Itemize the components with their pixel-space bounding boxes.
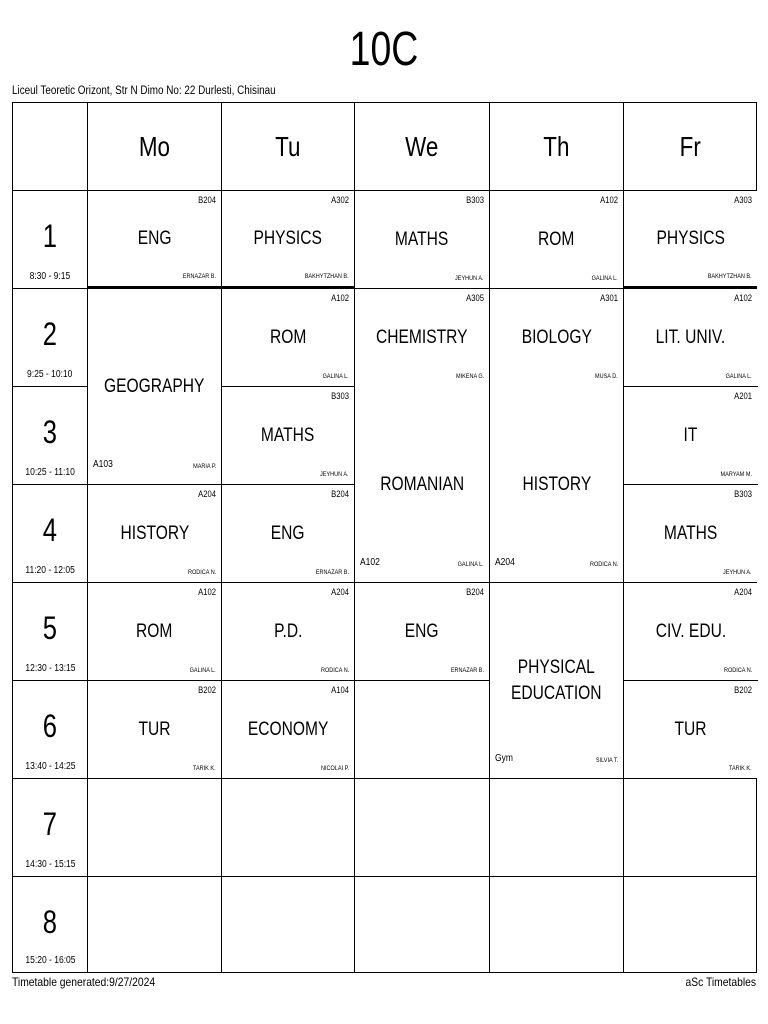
lesson-tu-4[interactable]: B204 ENG ERNAZAR B. — [222, 485, 354, 582]
period-3: 3 10:25 - 11:10 — [25, 414, 75, 478]
school-address: Liceul Teoretic Orizont, Str N Dimo No: 22 Durlesti, Chisinau — [12, 85, 276, 97]
lesson-th-3[interactable]: HISTORY A204 RODICA N. — [490, 387, 623, 582]
lesson-fr-1[interactable]: A303 PHYSICS BAKHYTZHAN B. — [624, 191, 757, 288]
lesson-tu-6[interactable]: A104 ECONOMY NICOLAI P. — [222, 681, 354, 778]
lesson-fr-5[interactable]: A204 CIV. EDU. RODICA N. — [624, 583, 757, 680]
lesson-th-1[interactable]: A102 ROM GALINA L. — [490, 191, 623, 288]
lesson-fr-2[interactable]: A102 LIT. UNIV. GALINA L. — [624, 289, 757, 386]
day-header-mo: Mo — [138, 130, 170, 162]
lesson-we-3[interactable]: ROMANIAN A102 GALINA L. — [355, 387, 489, 582]
lesson-mo-4[interactable]: A204 HISTORY RODICA N. — [88, 485, 221, 582]
day-header-fr: Fr — [679, 130, 702, 162]
lesson-fr-6[interactable]: B202 TUR TARIK K. — [624, 681, 757, 778]
lesson-tu-1[interactable]: A302 PHYSICS BAKHYTZHAN B. — [222, 191, 354, 288]
period-4: 4 11:20 - 12:05 — [25, 512, 75, 576]
lesson-tu-3[interactable]: B303 MATHS JEYHUN A. — [222, 387, 354, 484]
period-2: 2 9:25 - 10:10 — [27, 316, 73, 380]
lesson-fr-4[interactable]: B303 MATHS JEYHUN A. — [624, 485, 757, 582]
lesson-mo-1[interactable]: B204 ENG ERNAZAR B. — [88, 191, 221, 288]
period-6: 6 13:40 - 14:25 — [24, 708, 76, 772]
lesson-fr-3[interactable]: A201 IT MARYAM M. — [624, 387, 757, 484]
lesson-mo-2[interactable]: GEOGRAPHY A103 MARIA P. — [88, 289, 221, 484]
period-8: 8 15:20 - 16:05 — [24, 904, 76, 966]
lesson-th-5[interactable]: PHYSICAL EDUCATION Gym SILVIA T. — [490, 583, 623, 778]
day-header-we: We — [404, 130, 439, 162]
lesson-th-2[interactable]: A301 BIOLOGY MUSA D. — [490, 289, 623, 386]
period-1: 1 8:30 - 9:15 — [29, 218, 71, 282]
class-title: 10C — [349, 23, 419, 76]
lesson-we-1[interactable]: B303 MATHS JEYHUN A. — [355, 191, 489, 288]
grid-line — [13, 876, 756, 877]
lesson-mo-5[interactable]: A102 ROM GALINA L. — [88, 583, 221, 680]
timetable-grid — [12, 102, 757, 973]
grid-line — [354, 680, 489, 681]
lesson-tu-2[interactable]: A102 ROM GALINA L. — [222, 289, 354, 386]
lesson-tu-5[interactable]: A204 P.D. RODICA N. — [222, 583, 354, 680]
day-header-tu: Tu — [274, 130, 301, 162]
period-7: 7 14:30 - 15:15 — [24, 806, 76, 870]
lesson-we-2[interactable]: A305 CHEMISTRY MIKENA G. — [355, 289, 489, 386]
grid-line — [13, 778, 756, 779]
day-header-th: Th — [542, 130, 570, 162]
generated-date: Timetable generated:9/27/2024 — [12, 975, 156, 989]
lesson-mo-6[interactable]: B202 TUR TARIK K. — [88, 681, 221, 778]
brand-label: aSc Timetables — [685, 975, 756, 989]
period-5: 5 12:30 - 13:15 — [24, 610, 76, 674]
lesson-we-5[interactable]: B204 ENG ERNAZAR B. — [355, 583, 489, 680]
